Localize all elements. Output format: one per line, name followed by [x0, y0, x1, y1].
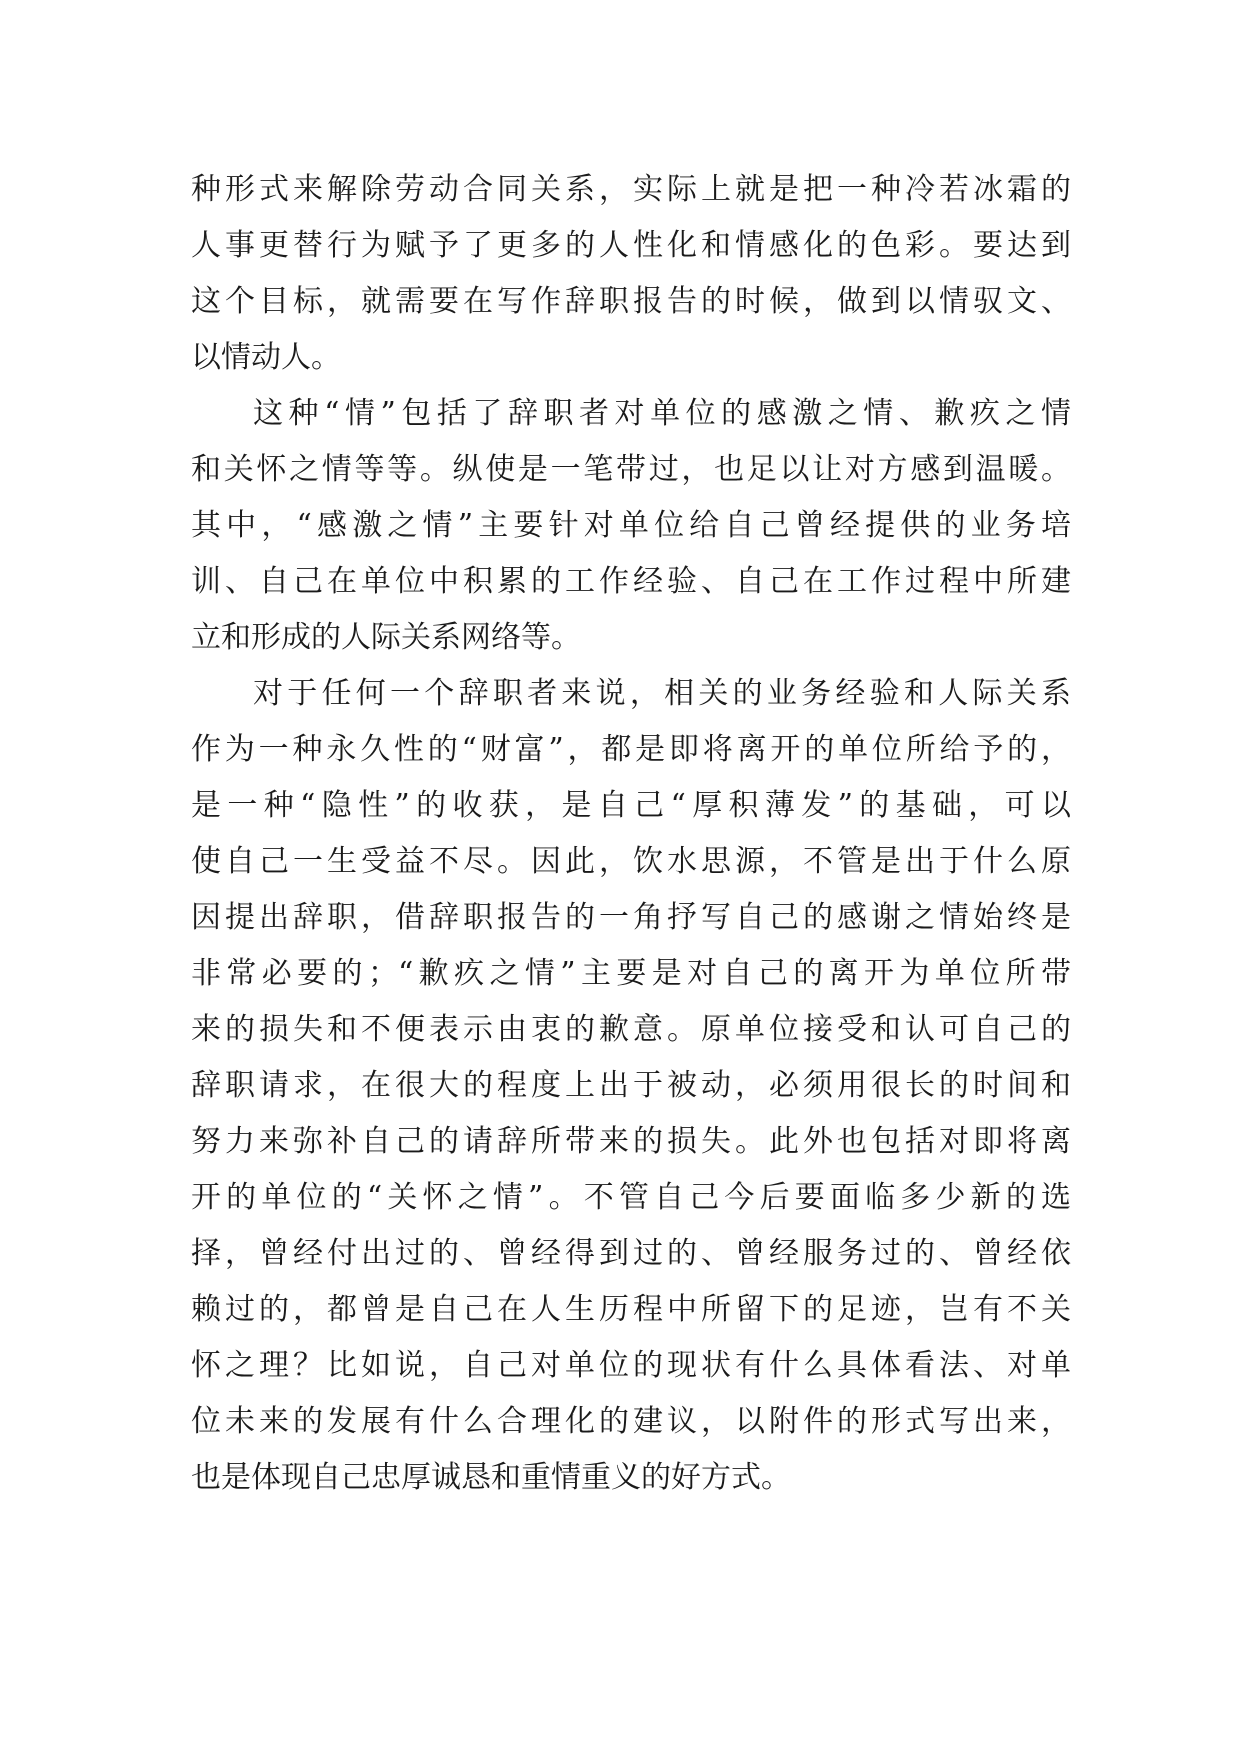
- document-body: [191, 162, 1071, 1506]
- paragraph-line: 是一种“隐性”的收获，是自己“厚积薄发”的基础，可以: [191, 788, 1071, 823]
- paragraph-line: 作为一种永久性的“财富”，都是即将离开的单位所给予的，: [191, 732, 1071, 767]
- paragraph-line: 立和形成的人际关系网络等。: [191, 620, 581, 655]
- paragraph-line: 和关怀之情等等。纵使是一笔带过，也足以让对方感到温暖。: [191, 452, 1071, 487]
- paragraph-line: 来的损失和不便表示由衷的歉意。原单位接受和认可自己的: [191, 1012, 1071, 1047]
- paragraph-line: 其中，“感激之情”主要针对单位给自己曾经提供的业务培: [191, 508, 1071, 543]
- paragraph-line: 非常必要的；“歉疚之情”主要是对自己的离开为单位所带: [191, 956, 1071, 991]
- paragraph-line: 这种“情”包括了辞职者对单位的感激之情、歉疚之情: [253, 396, 1071, 431]
- paragraph-line: 怀之理？比如说，自己对单位的现状有什么具体看法、对单: [191, 1348, 1071, 1383]
- paragraph-line: 位未来的发展有什么合理化的建议，以附件的形式写出来，: [191, 1404, 1071, 1439]
- paragraph-1: [191, 162, 1071, 386]
- paragraph-line: 也是体现自己忠厚诚恳和重情重义的好方式。: [191, 1460, 791, 1495]
- paragraph-line: 因提出辞职，借辞职报告的一角抒写自己的感谢之情始终是: [191, 900, 1071, 935]
- paragraph-line: 开的单位的“关怀之情”。不管自己今后要面临多少新的选: [191, 1180, 1071, 1215]
- paragraph-line: 以情动人。: [191, 340, 341, 375]
- paragraph-line: 人事更替行为赋予了更多的人性化和情感化的色彩。要达到: [191, 228, 1071, 263]
- paragraph-line: 训、自己在单位中积累的工作经验、自己在工作过程中所建: [191, 564, 1071, 599]
- paragraph-line: 使自己一生受益不尽。因此，饮水思源，不管是出于什么原: [191, 844, 1071, 879]
- paragraph-2: [191, 386, 1071, 666]
- paragraph-line: 辞职请求，在很大的程度上出于被动，必须用很长的时间和: [191, 1068, 1071, 1103]
- paragraph-line: 种形式来解除劳动合同关系，实际上就是把一种冷若冰霜的: [191, 172, 1071, 207]
- paragraph-line: 这个目标，就需要在写作辞职报告的时候，做到以情驭文、: [191, 284, 1071, 319]
- paragraph-line: 对于任何一个辞职者来说，相关的业务经验和人际关系: [253, 676, 1071, 711]
- paragraph-line: 赖过的，都曾是自己在人生历程中所留下的足迹，岂有不关: [191, 1292, 1071, 1327]
- paragraph-line: 努力来弥补自己的请辞所带来的损失。此外也包括对即将离: [191, 1124, 1071, 1159]
- paragraph-3: [191, 666, 1071, 1506]
- paragraph-line: 择，曾经付出过的、曾经得到过的、曾经服务过的、曾经依: [191, 1236, 1071, 1271]
